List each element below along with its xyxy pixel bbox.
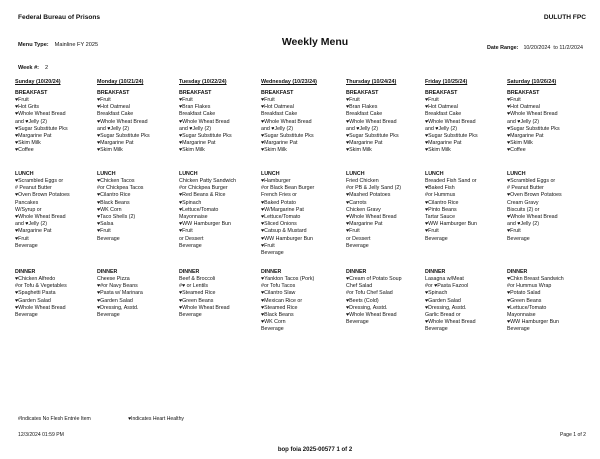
page-title: Weekly Menu <box>281 36 349 48</box>
dinner-title: DINNER <box>425 269 446 275</box>
menu-item: ♥Chicken Alfredo <box>15 276 56 282</box>
breakfast-section <box>507 90 585 155</box>
lunch-section <box>425 171 503 243</box>
menu-item: and ♥Jelly (2) <box>261 125 293 132</box>
menu-item: ♥Skim Milk <box>346 147 372 154</box>
menu-item: #or Chickpea Tacos <box>97 185 144 192</box>
menu-item: ♥Lettuce/Tomato <box>261 214 301 221</box>
dinner-section <box>346 269 424 326</box>
menu-item: ♥Baked Fish <box>425 185 455 192</box>
menu-item: W/Syrup or <box>15 206 42 213</box>
menu-item: Breakfast Cake <box>346 111 383 118</box>
menu-item: ♥Taco Shells (2) <box>97 214 136 221</box>
menu-item: ♥Mexican Rice or <box>261 297 303 304</box>
menu-item: Beverage <box>346 319 369 326</box>
week-label: Week #: <box>18 65 40 71</box>
menu-item: ♥Fruit <box>261 97 275 103</box>
menu-item: Lasagna w/Meat <box>425 276 464 282</box>
lunch-title: LUNCH <box>425 171 444 177</box>
day-column <box>346 79 424 326</box>
menu-item: Beverage <box>15 312 38 319</box>
dinner-section <box>261 269 339 334</box>
menu-item: ♥Scrambled Eggs or <box>15 178 64 184</box>
breakfast-section <box>346 90 424 155</box>
menu-type-value: Mainline FY 2025 <box>54 42 99 48</box>
menu-item: and ♥Jelly (2) <box>179 125 211 132</box>
menu-item: ♥Margarine Pat <box>261 140 298 147</box>
menu-item: #or Hummus Wrap <box>507 283 552 290</box>
menu-item: ♥Spinach <box>179 199 202 206</box>
breakfast-title: BREAKFAST <box>507 90 540 96</box>
lunch-section <box>97 171 175 243</box>
menu-item: ♥Whole Wheat Bread <box>261 118 312 125</box>
menu-item: Cream Gravy <box>507 199 539 206</box>
menu-item: ♥Bran Flakes <box>179 104 211 111</box>
menu-item: Garlic Bread or <box>425 312 461 319</box>
menu-item: ♥Sugar Substitute Pks <box>507 125 560 132</box>
menu-item: Beverage <box>97 235 120 242</box>
menu-item: ♥Fruit <box>425 97 439 103</box>
menu-item: ♥Hot Oatmeal <box>507 104 540 111</box>
lunch-title: LUNCH <box>507 171 526 177</box>
menu-item: and ♥Jelly (2) <box>507 221 539 228</box>
page-number: Page 1 of 2 <box>559 432 586 438</box>
dinner-section <box>15 269 93 319</box>
menu-item: ♥Fruit <box>346 97 360 103</box>
breakfast-section <box>15 90 93 155</box>
footnote-no-flesh: #Indicates No Flesh Entrée Item <box>18 416 91 422</box>
menu-item: #or Chickpea Burger <box>179 185 228 192</box>
menu-item: # Peanut Butter <box>15 185 52 192</box>
menu-item: ♥Pinto Beans <box>425 206 457 213</box>
menu-item: ♥Fruit <box>346 228 360 235</box>
menu-item: ♥Fruit <box>97 228 111 235</box>
menu-item: Beverage <box>97 312 120 319</box>
menu-item: ♥Steamed Rice <box>179 290 216 297</box>
menu-item: Mayonnaise <box>179 214 208 221</box>
breakfast-section <box>425 90 503 155</box>
menu-item: ♥Whole Wheat Bread <box>346 312 397 319</box>
menu-item: ♥Green Beans <box>179 297 214 304</box>
menu-item: ♥Garden Salad <box>97 297 133 304</box>
menu-item: ♥Bran Flakes <box>346 104 378 111</box>
menu-item: and ♥Jelly (2) <box>15 118 47 125</box>
menu-item: ♥Margarine Pat <box>425 140 462 147</box>
menu-item: ♥Margarine Pat <box>507 133 544 140</box>
menu-item: ♥Fruit <box>507 228 521 235</box>
menu-item: #or Tofu & Vegetables <box>15 283 67 290</box>
menu-item: Breaded Fish Sand or <box>425 178 477 184</box>
menu-item: ♥Margarine Pat <box>346 140 383 147</box>
menu-item: ♥Sugar Substitute Pks <box>15 125 68 132</box>
menu-item: ♥Whole Wheat Bread <box>15 214 66 221</box>
menu-item: ♥Lettuce/Tomato <box>507 304 547 311</box>
menu-item: ♥Margarine Pat <box>15 133 52 140</box>
menu-item: ♥Black Beans <box>261 312 294 319</box>
breakfast-title: BREAKFAST <box>425 90 458 96</box>
lunch-title: LUNCH <box>15 171 34 177</box>
menu-item: ♥Beets (Cold) <box>346 297 379 304</box>
menu-item: ♥Hot Oatmeal <box>261 104 294 111</box>
menu-item: ♥Oven Brown Potatoes <box>15 192 70 199</box>
breakfast-title: BREAKFAST <box>97 90 130 96</box>
menu-item: ♥WW Hamburger Bun <box>261 235 314 242</box>
menu-item: Breakfast Cake <box>97 111 134 118</box>
menu-item: ♥Yankton Tacos (Pork) <box>261 276 315 282</box>
menu-item: ♥WK Corn <box>97 206 122 213</box>
menu-item: Biscuits (2) or <box>507 206 540 213</box>
menu-item: Tartar Sauce <box>425 214 456 221</box>
lunch-title: LUNCH <box>97 171 116 177</box>
menu-item: ♥Fruit <box>507 97 521 103</box>
menu-item: ♥Hot Grits <box>15 104 40 111</box>
breakfast-section <box>179 90 257 155</box>
day-column <box>507 79 585 333</box>
menu-item: ♥Dressing, Asstd. <box>346 304 388 311</box>
menu-item: ♥#or Navy Beans <box>97 283 138 290</box>
menu-item: Beverage <box>261 326 284 333</box>
weekly-menu-grid <box>15 79 589 334</box>
menu-item: ♥Cilantro Rice <box>425 199 459 206</box>
menu-item: and ♥Jelly (2) <box>507 118 539 125</box>
menu-item: ♥Whole Wheat Bread <box>179 304 230 311</box>
day-column <box>15 79 93 319</box>
menu-item: ♥Sugar Substitute Pks <box>97 133 150 140</box>
menu-item: or Dessert <box>179 235 204 242</box>
menu-item: French Fries or <box>261 192 297 199</box>
menu-item: Chicken Patty Sandwich <box>179 178 237 184</box>
breakfast-title: BREAKFAST <box>346 90 379 96</box>
menu-item: ♥Cilantro Slaw <box>261 290 296 297</box>
menu-item: and ♥Jelly (2) <box>346 125 378 132</box>
menu-item: #♥ or Lentils <box>179 283 209 290</box>
lunch-section <box>261 171 339 257</box>
menu-item: or Dessert <box>346 235 371 242</box>
menu-item: ♥Whole Wheat Bread <box>15 304 66 311</box>
dinner-section <box>425 269 503 334</box>
menu-item: ♥Cream of Potato Soup <box>346 276 402 282</box>
date-end: to 11/2/2024 <box>553 45 583 51</box>
menu-item: ♥Chicken Tacos <box>97 178 135 184</box>
menu-item: ♥Fruit <box>97 97 111 103</box>
menu-item: #or Black Bean Burger <box>261 185 315 192</box>
menu-item: ♥Fruit <box>425 228 439 235</box>
breakfast-section <box>261 90 339 155</box>
day-header: Thursday (10/24/24) <box>346 79 397 85</box>
menu-item: ♥Sliced Onions <box>261 221 297 228</box>
dinner-title: DINNER <box>261 269 282 275</box>
dinner-title: DINNER <box>179 269 200 275</box>
lunch-title: LUNCH <box>261 171 280 177</box>
menu-item: Fried Chicken <box>346 178 379 184</box>
menu-item: Beverage <box>261 250 284 257</box>
menu-item: ♥Whole Wheat Bread <box>507 111 558 118</box>
day-header: Saturday (10/26/24) <box>507 79 557 85</box>
menu-item: ♥Sugar Substitute Pks <box>179 133 232 140</box>
menu-item: ♥Spinach <box>425 290 448 297</box>
footnote-heart-healthy: ♥Indicates Heart Healthy <box>128 416 184 422</box>
menu-item: ♥Pasta w/ Marinara <box>97 290 143 297</box>
menu-item: ♥Margarine Pat <box>15 228 52 235</box>
menu-item: and ♥Jelly (2) <box>97 125 129 132</box>
menu-item: ♥Margarine Pat <box>97 140 134 147</box>
dinner-title: DINNER <box>346 269 367 275</box>
menu-item: ♥Oven Brown Potatoes <box>507 192 562 199</box>
menu-type-label: Menu Type: <box>18 42 49 48</box>
week-value: 2 <box>45 65 49 71</box>
menu-item: Chicken Gravy <box>346 206 381 213</box>
dinner-section <box>179 269 257 319</box>
date-start: 10/20/2024 <box>523 45 551 51</box>
print-timestamp: 12/3/2024 01:59 PM <box>18 432 64 438</box>
menu-item: Beverage <box>346 242 369 249</box>
menu-item: ♥WW Hamburger Bun <box>425 221 478 228</box>
menu-item: ♥Garden Salad <box>15 297 51 304</box>
menu-item: Pancakes <box>15 199 39 206</box>
menu-item: Beverage <box>507 326 530 333</box>
day-column <box>261 79 339 333</box>
menu-item: ♥Skim Milk <box>179 147 205 154</box>
menu-item: ♥Whole Wheat Bread <box>425 319 476 326</box>
breakfast-title: BREAKFAST <box>261 90 294 96</box>
date-range-label: Date Range: <box>486 45 519 51</box>
lunch-section <box>507 171 585 243</box>
menu-item: ♥Skim Milk <box>425 147 451 154</box>
menu-item: ♥Cilantro Rice <box>97 192 131 199</box>
menu-item: ♥Fruit <box>15 235 29 242</box>
lunch-section <box>15 171 93 250</box>
menu-item: #or ♥Pasta Fazool <box>425 283 469 290</box>
day-column <box>425 79 503 333</box>
menu-item: ♥Baked Potato <box>261 199 296 206</box>
menu-item: ♥Whole Wheat Bread <box>97 118 148 125</box>
dinner-section <box>97 269 175 319</box>
menu-item: ♥Margarine Pat <box>179 140 216 147</box>
menu-item: ♥Whole Wheat Bread <box>346 118 397 125</box>
menu-item: ♥Dressing, Asstd. <box>425 304 467 311</box>
menu-item: ♥Catsup & Mustard <box>261 228 307 235</box>
dinner-title: DINNER <box>15 269 36 275</box>
menu-item: ♥Black Beans <box>97 199 130 206</box>
menu-item: ♥Chkn Breast Sandwich <box>507 276 564 282</box>
menu-item: ♥Fruit <box>261 242 275 249</box>
menu-item: ♥Mashed Potatoes <box>346 192 391 199</box>
menu-item: ♥Skim Milk <box>261 147 287 154</box>
foia-stamp: bop foia 2025-00577 1 of 2 <box>277 447 353 453</box>
lunch-section <box>179 171 257 250</box>
menu-item: ♥WK Corn <box>261 319 286 326</box>
lunch-section <box>346 171 424 250</box>
menu-item: ♥Steamed Rice <box>261 304 298 311</box>
menu-item: Breakfast Cake <box>425 111 462 118</box>
menu-item: ♥Whole Wheat Bread <box>425 118 476 125</box>
menu-item: ♥Whole Wheat Bread <box>507 214 558 221</box>
breakfast-title: BREAKFAST <box>15 90 48 96</box>
menu-item: ♥Garden Salad <box>425 297 461 304</box>
menu-item: ♥Skim Milk <box>97 147 123 154</box>
menu-item: Cheese Pizza <box>97 276 130 282</box>
menu-item: ♥Coffee <box>507 147 526 154</box>
dinner-title: DINNER <box>97 269 118 275</box>
day-column <box>97 79 175 319</box>
menu-item: and ♥Jelly (2) <box>15 221 47 228</box>
menu-item: Breakfast Cake <box>261 111 298 118</box>
menu-item: ♥Potato Salad <box>507 290 541 297</box>
menu-item: ♥Hot Oatmeal <box>97 104 130 111</box>
menu-item: Mayonnaise <box>507 312 536 319</box>
breakfast-title: BREAKFAST <box>179 90 212 96</box>
facility-name: DULUTH FPC <box>543 14 586 21</box>
menu-item: Beverage <box>179 312 202 319</box>
menu-item: #or Tofu Tacos <box>261 283 296 290</box>
menu-item: ♥Sugar Substitute Pks <box>346 133 399 140</box>
menu-item: ♥Whole Wheat Bread <box>15 111 66 118</box>
menu-item: and ♥Jelly (2) <box>425 125 457 132</box>
menu-item: Beverage <box>179 242 202 249</box>
menu-item: ♥WW Hamburger Bun <box>179 221 232 228</box>
day-column <box>179 79 257 319</box>
menu-item: Beverage <box>425 326 448 333</box>
menu-item: ♥Red Beans & Rice <box>179 192 226 199</box>
menu-item: ♥Fruit <box>15 97 29 103</box>
menu-item: ♥Fruit <box>179 228 193 235</box>
menu-item: ♥Salsa <box>97 221 114 228</box>
menu-item: ♥Whole Wheat Bread <box>179 118 230 125</box>
menu-item: ♥Hot Oatmeal <box>425 104 458 111</box>
menu-item: Beverage <box>425 235 448 242</box>
dinner-section <box>507 269 585 334</box>
menu-item: ♥Whole Wheat Bread <box>346 214 397 221</box>
menu-item: Chef Salad <box>346 283 373 290</box>
menu-item: ♥Sugar Substitute Pks <box>425 133 478 140</box>
menu-item: ♥Coffee <box>15 147 34 154</box>
menu-item: ♥Sugar Substitute Pks <box>261 133 314 140</box>
menu-item: Beef & Broccoli <box>179 276 216 282</box>
menu-item: ♥Margarine Pat <box>346 221 383 228</box>
menu-item: ♥Dressing, Asstd. <box>97 304 139 311</box>
menu-item: ♥Spaghetti Pasta <box>15 290 56 297</box>
menu-item: ♥Fruit <box>179 97 193 103</box>
lunch-title: LUNCH <box>179 171 198 177</box>
breakfast-section <box>97 90 175 155</box>
day-header: Tuesday (10/22/24) <box>179 79 227 85</box>
menu-item: Beverage <box>15 242 38 249</box>
organization-name: Federal Bureau of Prisons <box>18 14 101 21</box>
menu-item: ♥WW Hamburger Bun <box>507 319 560 326</box>
menu-item: Breakfast Cake <box>179 111 216 118</box>
menu-item: ♥Carrots <box>346 199 367 206</box>
menu-item: # Peanut Butter <box>507 185 544 192</box>
day-header: Friday (10/25/24) <box>425 79 468 85</box>
menu-item: ♥Green Beans <box>507 297 542 304</box>
menu-item: Beverage <box>507 235 530 242</box>
day-header: Monday (10/21/24) <box>97 79 144 85</box>
menu-item: #or Hummus <box>425 192 456 199</box>
dinner-title: DINNER <box>507 269 528 275</box>
menu-item: ♥W/Margarine Pat <box>261 206 304 213</box>
menu-item: ♥Hamburger <box>261 178 291 184</box>
day-header: Sunday (10/20/24) <box>15 79 61 85</box>
menu-item: ♥Skim Milk <box>15 140 41 147</box>
date-range <box>487 45 586 51</box>
menu-item: #or Tofu Chef Salad <box>346 290 393 297</box>
lunch-title: LUNCH <box>346 171 365 177</box>
menu-item: ♥Lettuce/Tomato <box>179 206 219 213</box>
menu-item: ♥Skim Milk <box>507 140 533 147</box>
day-header: Wednesday (10/23/24) <box>261 79 317 85</box>
week-number <box>18 65 48 71</box>
menu-item: #or PB & Jelly Sand (2) <box>346 185 402 192</box>
menu-item: ♥Scrambled Eggs or <box>507 178 556 184</box>
